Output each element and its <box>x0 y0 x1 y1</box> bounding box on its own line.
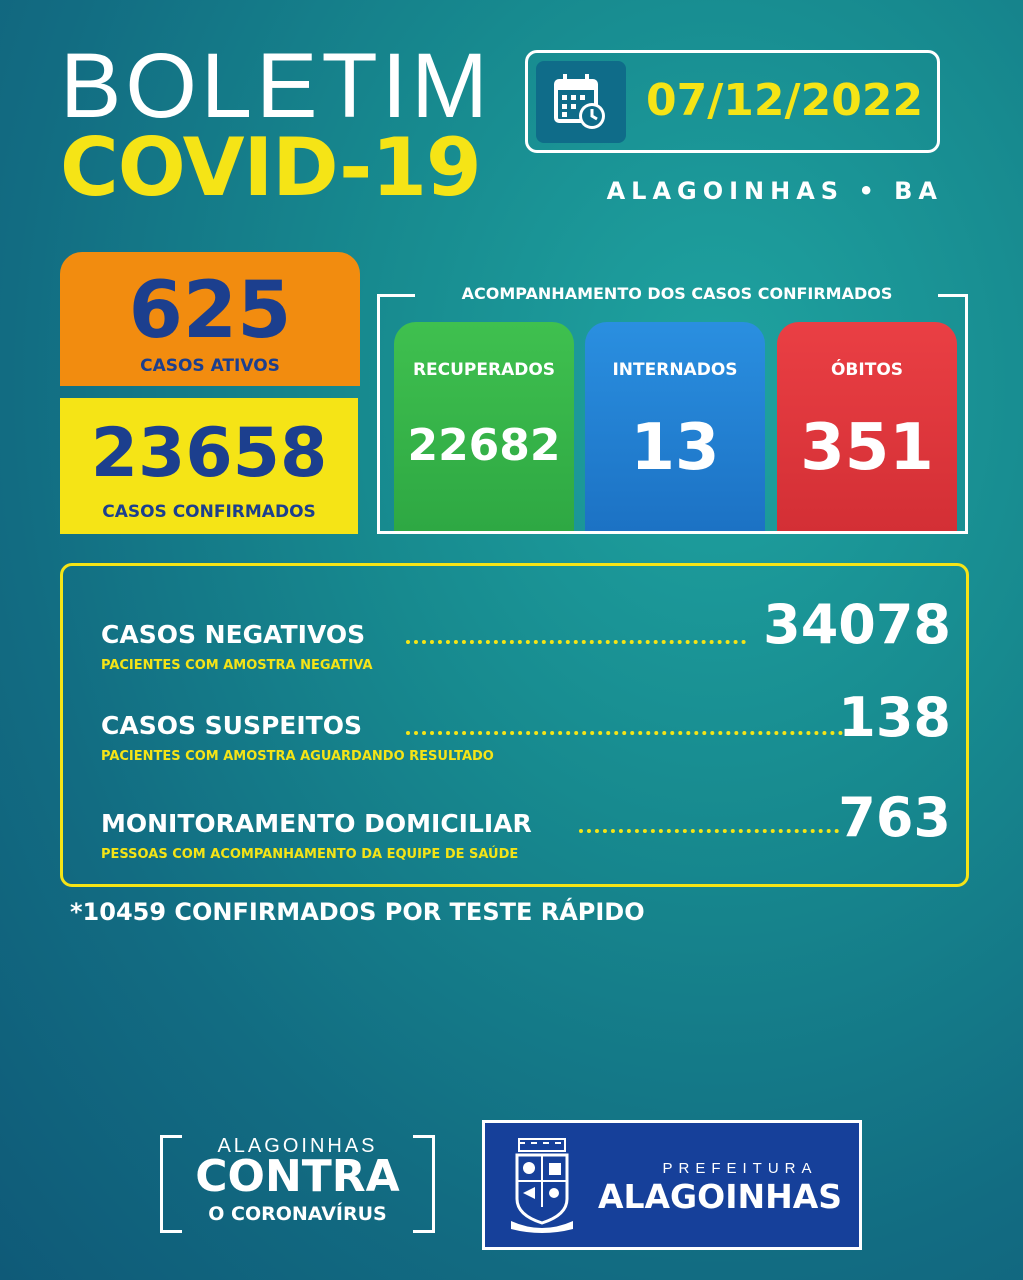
hospitalized-value: 13 <box>630 411 720 485</box>
location-label: ALAGOINHAS • BA <box>606 177 943 205</box>
campaign-line3: O CORONAVÍRUS <box>208 1203 387 1225</box>
recovered-label: RECUPERADOS <box>412 360 556 380</box>
panel-border-left <box>377 294 415 297</box>
home-label: MONITORAMENTO DOMICILIAR <box>101 809 532 838</box>
calendar-tile <box>536 61 626 143</box>
prefecture-line2: ALAGOINHAS <box>597 1177 843 1216</box>
confirmed-cases-label: CASOS CONFIRMADOS <box>102 502 316 522</box>
prefecture-line1: PREFEITURA <box>662 1160 818 1177</box>
home-sub: PESSOAS COM ACOMPANHAMENTO DA EQUIPE DE SAÚDE <box>101 847 519 862</box>
deaths-label: ÓBITOS <box>830 360 904 380</box>
campaign-logo <box>160 1135 435 1235</box>
footnote: *10459 CONFIRMADOS POR TESTE RÁPIDO <box>70 898 645 926</box>
deaths-card <box>777 322 957 531</box>
confirmed-cases-card <box>60 398 358 534</box>
home-value: 763 <box>838 786 951 849</box>
recovered-card <box>394 322 574 531</box>
confirmed-cases-value: 23658 <box>90 414 328 493</box>
negative-dots <box>406 640 746 644</box>
suspected-row <box>101 686 951 771</box>
negative-value: 34078 <box>763 593 951 656</box>
title-covid: COVID-19 <box>60 121 481 214</box>
recovered-value: 22682 <box>407 420 561 471</box>
campaign-line1: ALAGOINHAS <box>217 1135 378 1157</box>
calendar-clock-icon <box>536 61 626 143</box>
suspected-value: 138 <box>838 686 951 749</box>
hospitalized-label: INTERNADOS <box>612 360 738 380</box>
suspected-sub: PACIENTES COM AMOSTRA AGUARDANDO RESULTADO <box>101 749 494 764</box>
prefecture-logo <box>482 1120 862 1250</box>
date-box <box>525 50 940 153</box>
tracking-title: ACOMPANHAMENTO DOS CASOS CONFIRMADOS <box>461 284 893 303</box>
date-text: 07/12/2022 <box>646 75 924 126</box>
home-dots <box>579 829 839 833</box>
negative-label: CASOS NEGATIVOS <box>101 620 366 649</box>
suspected-label: CASOS SUSPEITOS <box>101 711 362 740</box>
active-cases-value: 625 <box>128 266 292 356</box>
details-box <box>60 563 969 887</box>
home-row <box>101 786 951 871</box>
deaths-value: 351 <box>800 411 934 485</box>
hospitalized-card <box>585 322 765 531</box>
active-cases-card <box>60 252 360 386</box>
city-crest-icon <box>507 1137 577 1235</box>
panel-border-right <box>938 294 968 297</box>
negative-sub: PACIENTES COM AMOSTRA NEGATIVA <box>101 658 373 673</box>
suspected-dots <box>406 731 851 735</box>
title-boletim: BOLETIM <box>60 35 492 137</box>
negative-row <box>101 593 951 676</box>
active-cases-label: CASOS ATIVOS <box>140 356 280 376</box>
campaign-line2: CONTRA <box>195 1151 400 1202</box>
